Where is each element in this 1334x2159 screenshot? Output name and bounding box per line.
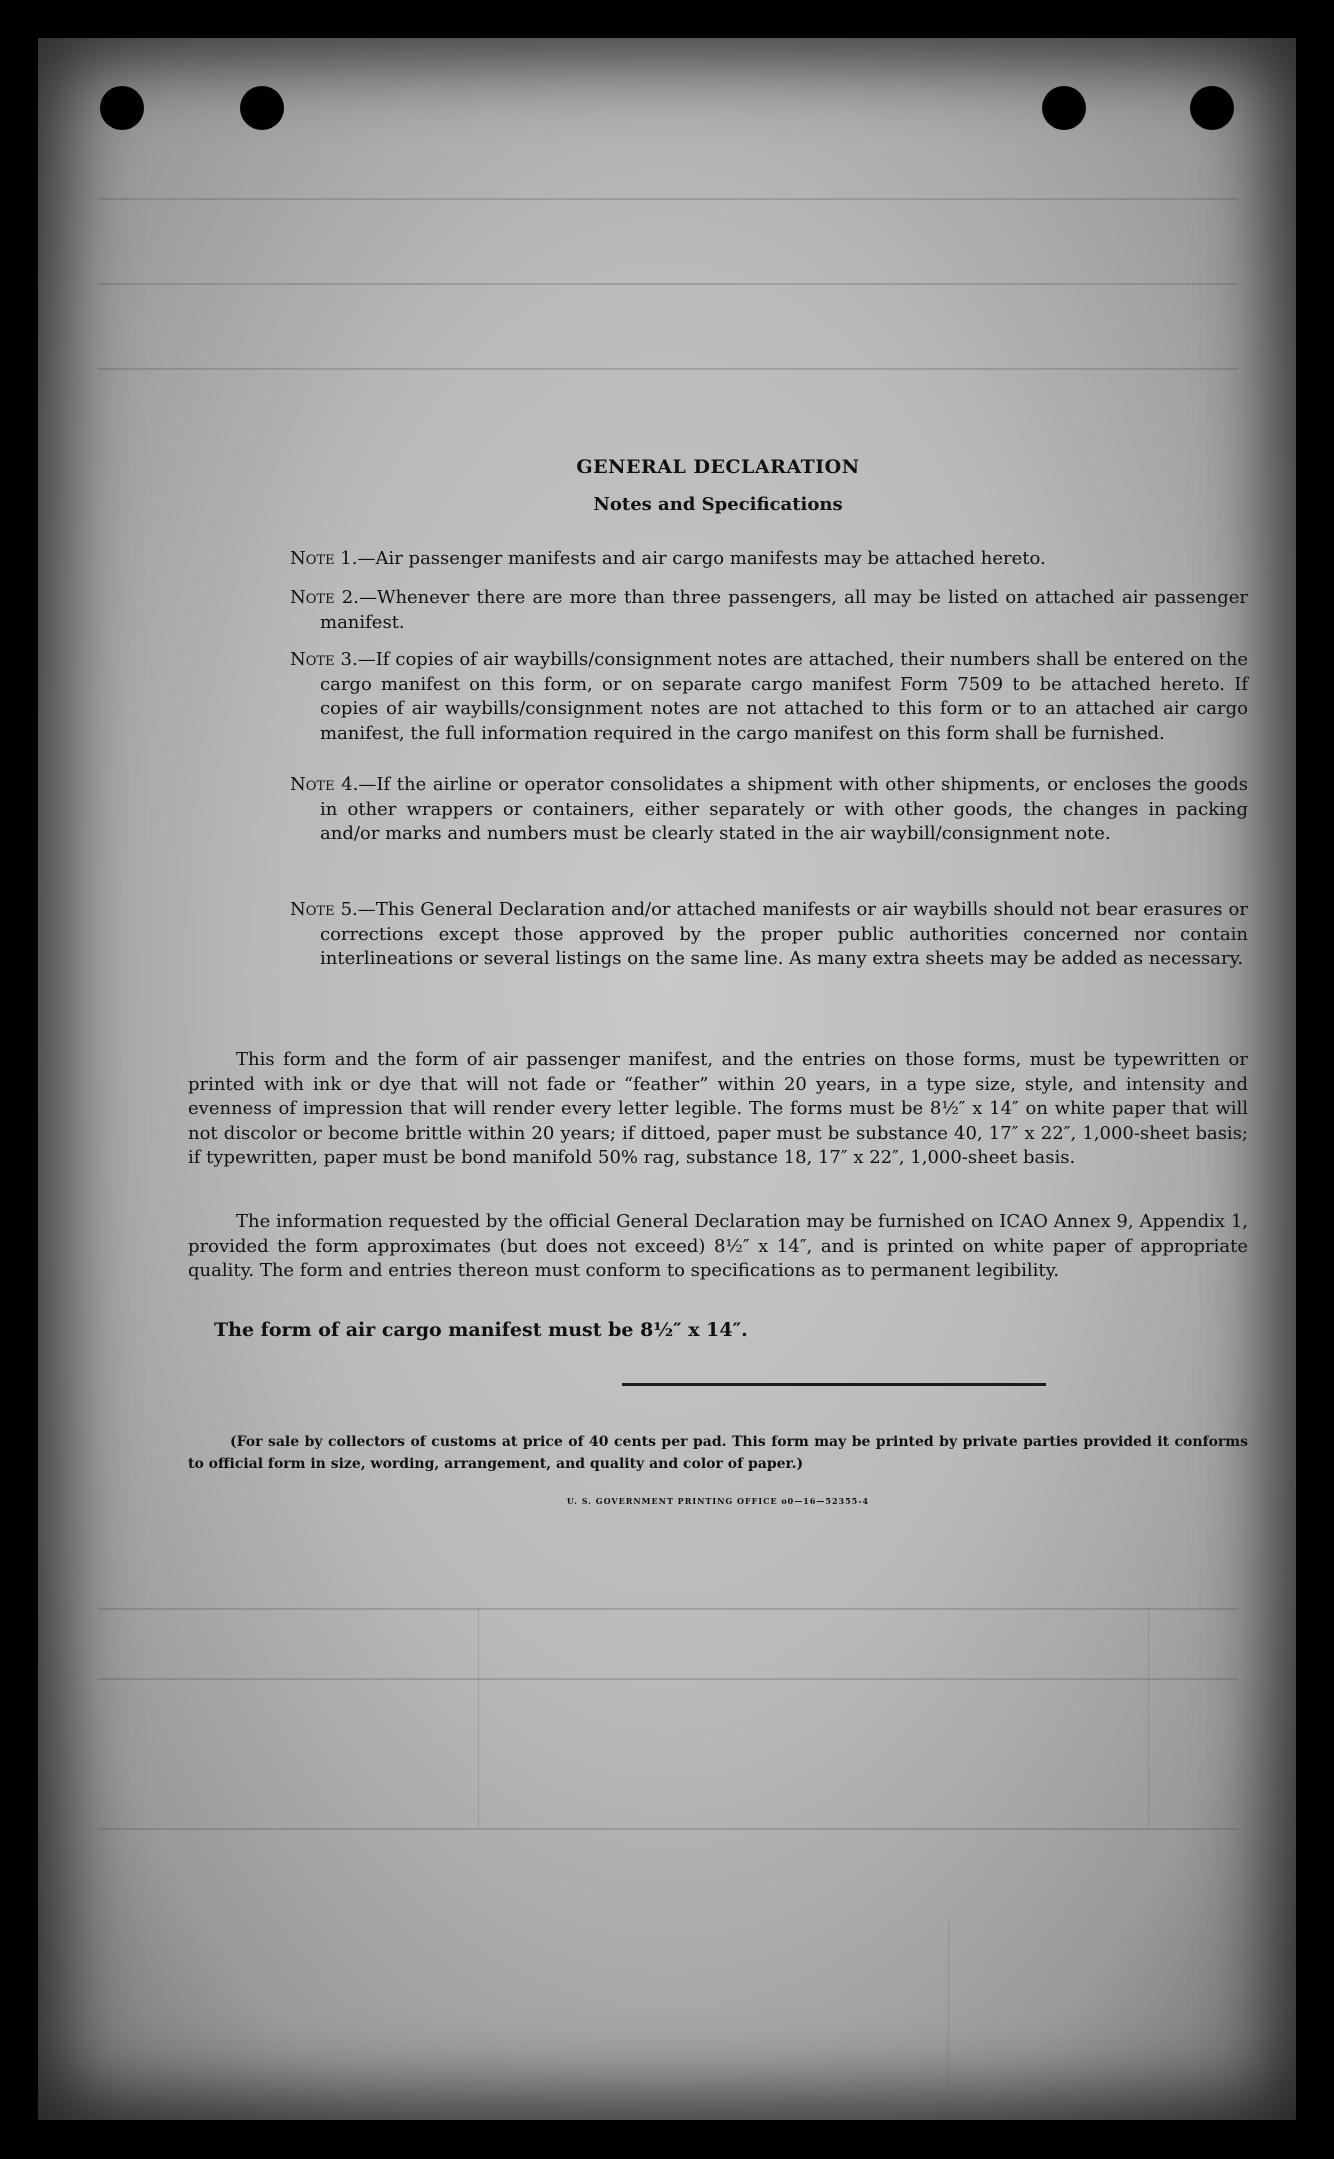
note-text: —This General Declaration and/or attached manifests or air waybills should not bear erasures or corrections except those approved by the proper public authorities concerned nor contain interlineations or several listings on the same line. As many extra sheets may be added as necessary. <box>320 899 1248 969</box>
bleed-through-column <box>478 1608 479 1828</box>
note-label: Note 5. <box>290 899 358 920</box>
bleed-through-column <box>948 1918 949 2088</box>
note-3 <box>188 648 1248 746</box>
bleed-through-line <box>98 1828 1238 1830</box>
bleed-through-line <box>98 283 1238 285</box>
cargo-manifest-size: The form of air cargo manifest must be 8½″ x 14″. <box>214 1319 748 1341</box>
note-4 <box>188 773 1248 847</box>
paragraph-icao-annex: The information requested by the official General Declaration may be furnished on ICAO Annex 9, Appendix 1, provided the form approximates (but does not exceed) 8½″ x 14″, and is printed on white paper of appropriate quality. The form and entries thereon must conform to specifications as to permanent legibility. <box>188 1211 1248 1281</box>
punch-hole <box>1190 86 1234 130</box>
sale-note: (For sale by collectors of customs at price of 40 cents per pad. This form may be printed by private parties provided it conforms to official form in size, wording, arrangement, and quality and color of paper.) <box>188 1434 1248 1472</box>
note-text: —If copies of air waybills/consignment notes are attached, their numbers shall be entered on the cargo manifest on this form, or on separate cargo manifest Form 7509 to be attached hereto. If copies of air waybills/consignment notes are not attached to this form or to an attached air cargo manifest, the full information required in the cargo manifest on this form shall be furnished. <box>320 649 1249 744</box>
punch-hole <box>1042 86 1086 130</box>
note-text: —Air passenger manifests and air cargo manifests may be attached hereto. <box>357 548 1046 569</box>
note-text: —If the airline or operator consolidates a shipment with other shipments, or encloses the goods in other wrappers or containers, either separately or with other goods, the changes in packing and/or marks and numbers must be clearly stated in the air waybill/consignment note. <box>320 774 1249 844</box>
bleed-through-line <box>98 198 1238 200</box>
printer-imprint: U. S. GOVERNMENT PRINTING OFFICE o0—16—52355-4 <box>566 1496 870 1506</box>
note-label: Note 1. <box>290 548 358 569</box>
document-page <box>38 38 1296 2120</box>
bleed-through-column <box>1148 1608 1149 1828</box>
divider-rule <box>622 1383 1046 1386</box>
document-subtitle: Notes and Specifications <box>593 494 843 515</box>
punch-hole <box>240 86 284 130</box>
note-label: Note 3. <box>290 649 358 670</box>
bleed-through-line <box>98 368 1238 370</box>
document-title: GENERAL DECLARATION <box>576 456 860 478</box>
note-1 <box>188 547 1248 572</box>
note-2 <box>188 586 1248 635</box>
bleed-through-line <box>98 1608 1238 1610</box>
note-text: —Whenever there are more than three passengers, all may be listed on attached air passenger manifest. <box>320 587 1249 633</box>
note-label: Note 4. <box>290 774 359 795</box>
punch-hole <box>100 86 144 130</box>
note-5 <box>188 898 1248 972</box>
note-label: Note 2. <box>290 587 359 608</box>
paragraph-form-requirements: This form and the form of air passenger manifest, and the entries on those forms, must be typewritten or printed with ink or dye that will not fade or “feather” within 20 years, in a type size, style, and intensity and evenness of impression that will render every letter legible. The forms must be 8½″ x 14″ on white paper that will not discolor or become brittle within 20 years; if dittoed, paper must be substance 40, 17″ x 22″, 1,000-sheet basis; if typewritten, paper must be bond manifold 50% rag, substance 18, 17″ x 22″, 1,000-sheet basis. <box>188 1049 1248 1168</box>
bleed-through-line <box>98 1678 1238 1680</box>
